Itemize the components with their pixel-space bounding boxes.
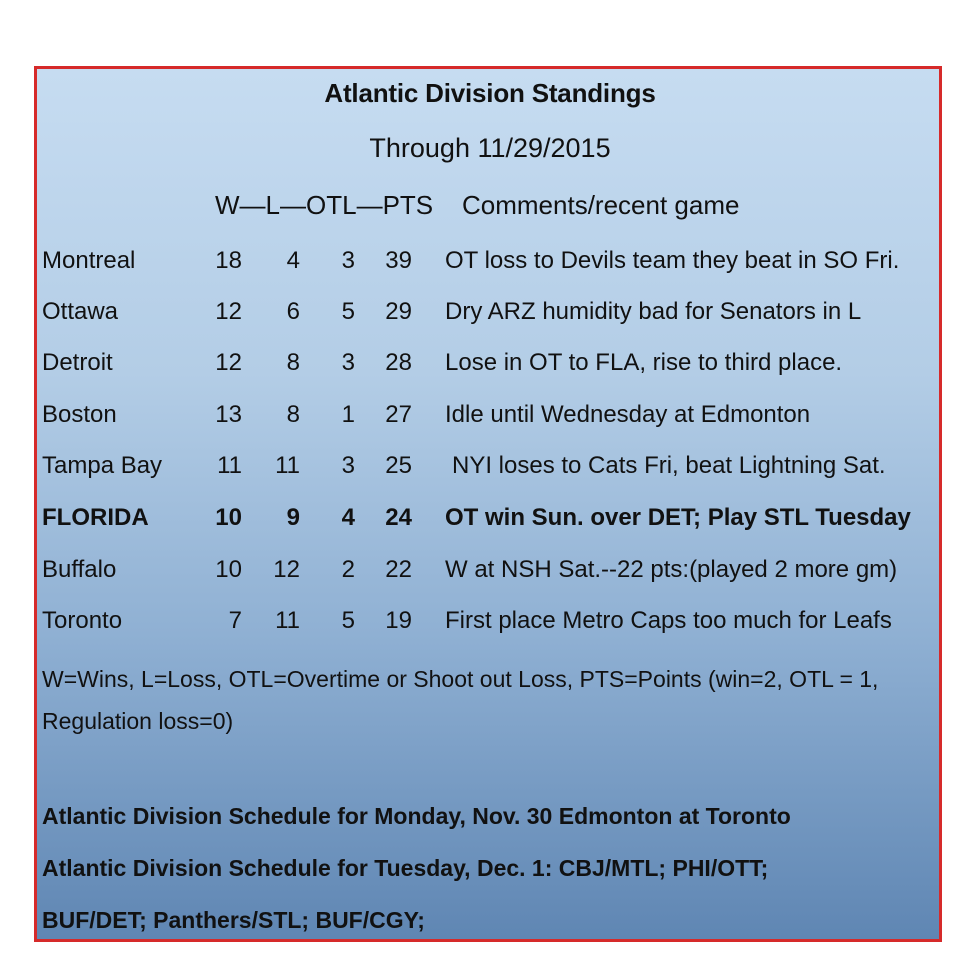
standings-row-detroit — [0, 349, 980, 383]
comment-text: Lose in OT to FLA, rise to third place. — [445, 349, 843, 376]
wins-value: 10 — [215, 556, 242, 583]
standings-row-buffalo — [0, 556, 980, 590]
schedule-line-tuesday: Atlantic Division Schedule for Tuesday, Dec. 1: CBJ/MTL; PHI/OTT; — [42, 855, 769, 881]
otl-value: 3 — [341, 452, 355, 479]
wins-value: 12 — [215, 298, 242, 325]
page-title: Atlantic Division Standings — [324, 78, 656, 108]
otl-value: 3 — [341, 247, 355, 274]
wins-value: 12 — [215, 349, 242, 376]
comment-text: OT win Sun. over DET; Play STL Tuesday — [445, 504, 911, 531]
otl-value: 1 — [341, 401, 355, 428]
otl-value: 5 — [341, 298, 355, 325]
points-value: 39 — [385, 247, 412, 274]
otl-value: 3 — [341, 349, 355, 376]
stats-column-header: W—L—OTL—PTS — [215, 190, 434, 220]
team-name: Montreal — [42, 247, 136, 274]
points-value: 24 — [385, 504, 412, 531]
team-name: Tampa Bay — [42, 452, 163, 479]
points-value: 27 — [385, 401, 412, 428]
standings-row-florida — [0, 504, 980, 538]
wins-value: 13 — [215, 401, 242, 428]
comment-text: Idle until Wednesday at Edmonton — [445, 401, 811, 428]
comment-text: OT loss to Devils team they beat in SO Fri. — [445, 247, 900, 274]
otl-value: 2 — [341, 556, 355, 583]
comment-text: NYI loses to Cats Fri, beat Lightning Sat. — [452, 452, 886, 479]
team-name: Detroit — [42, 349, 113, 376]
losses-value: 11 — [275, 607, 300, 634]
schedule-line-monday: Atlantic Division Schedule for Monday, Nov. 30 Edmonton at Toronto — [42, 803, 791, 829]
points-value: 22 — [385, 556, 412, 583]
losses-value: 6 — [286, 298, 300, 325]
points-value: 25 — [385, 452, 412, 479]
wins-value: 18 — [215, 247, 242, 274]
losses-value: 8 — [286, 401, 300, 428]
points-value: 29 — [385, 298, 412, 325]
page-subtitle: Through 11/29/2015 — [369, 133, 611, 163]
wins-value: 10 — [215, 504, 242, 531]
wins-value: 11 — [217, 452, 242, 479]
team-name: Buffalo — [42, 556, 117, 583]
team-name: Toronto — [42, 607, 123, 634]
legend-footnote: W=Wins, L=Loss, OTL=Overtime or Shoot out Loss, PTS=Points (win=2, OTL = 1, Regulation loss=0) — [42, 666, 879, 734]
losses-value: 4 — [286, 247, 300, 274]
comment-text: First place Metro Caps too much for Leafs — [445, 607, 892, 634]
comment-text: W at NSH Sat.--22 pts:(played 2 more gm) — [445, 556, 898, 583]
team-name: FLORIDA — [42, 504, 149, 531]
comments-column-header: Comments/recent game — [462, 190, 740, 220]
wins-value: 7 — [228, 607, 242, 634]
losses-value: 11 — [275, 452, 300, 479]
otl-value: 4 — [341, 504, 355, 531]
losses-value: 12 — [273, 556, 300, 583]
standings-row-tampa-bay — [0, 452, 980, 486]
points-value: 19 — [385, 607, 412, 634]
team-name: Ottawa — [42, 298, 119, 325]
losses-value: 9 — [286, 504, 300, 531]
standings-row-ottawa — [0, 298, 980, 332]
points-value: 28 — [385, 349, 412, 376]
losses-value: 8 — [286, 349, 300, 376]
comment-text: Dry ARZ humidity bad for Senators in L — [445, 298, 862, 325]
standings-row-boston — [0, 401, 980, 435]
standings-row-montreal — [0, 247, 980, 281]
team-name: Boston — [42, 401, 117, 428]
standings-row-toronto — [0, 607, 980, 641]
schedule-line-tuesday-continued: BUF/DET; Panthers/STL; BUF/CGY; — [42, 907, 425, 933]
otl-value: 5 — [341, 607, 355, 634]
